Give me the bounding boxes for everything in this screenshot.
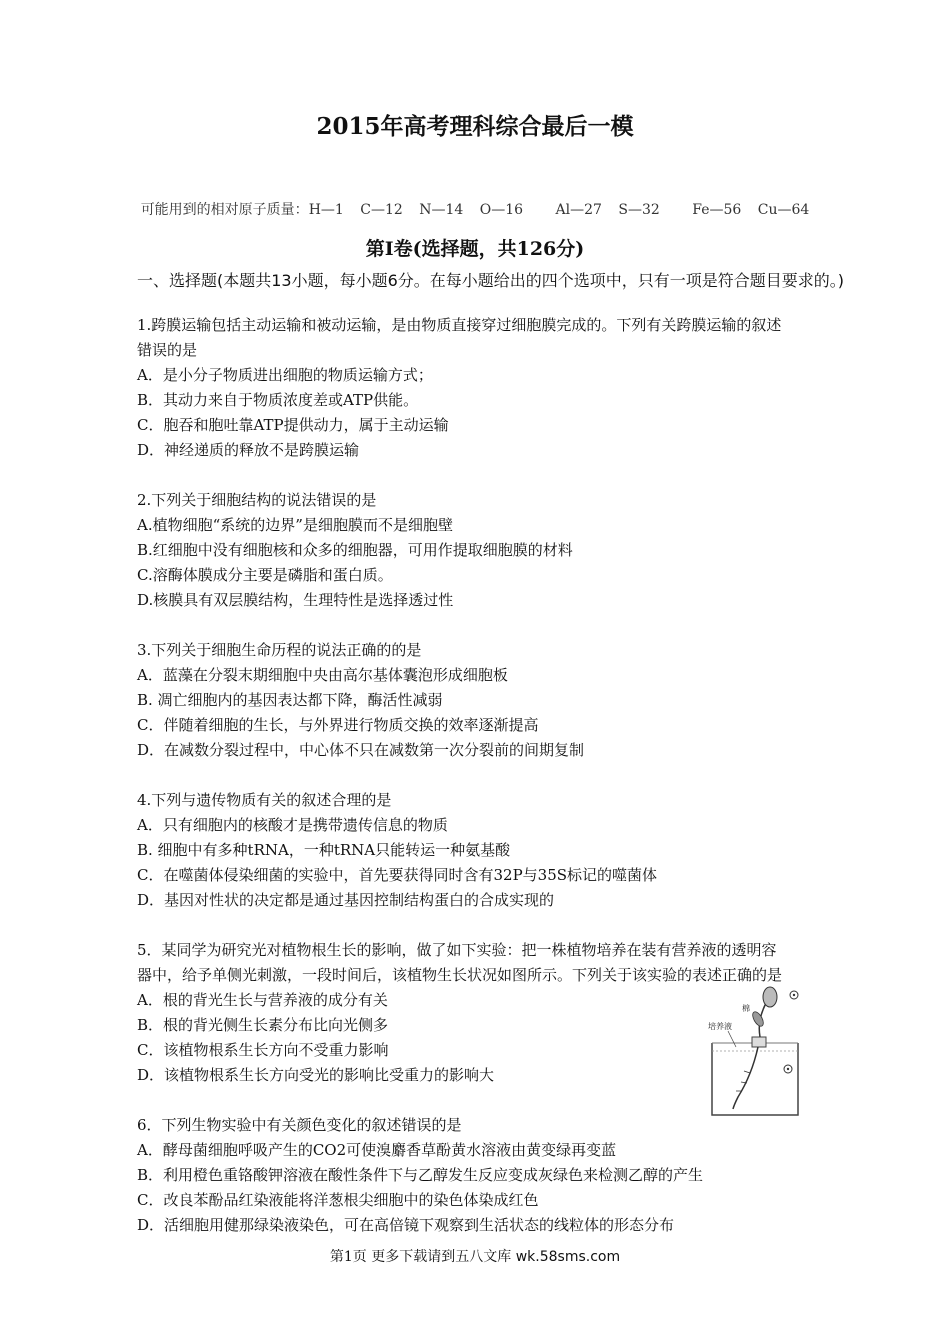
atomic-mass-label: 可能用到的相对原子质量： xyxy=(140,202,309,218)
question-4 xyxy=(137,788,862,913)
atomic-mass-item: Fe—56 xyxy=(692,202,742,218)
option-c: C.溶酶体膜成分主要是磷脂和蛋白质。 xyxy=(137,566,393,584)
option-a: A．酵母菌细胞呼吸产生的CO2可使溴麝香草酚黄水溶液由黄变绿再变蓝 xyxy=(137,1141,617,1159)
page-footer xyxy=(0,1246,950,1266)
question-stem: 4.下列与遗传物质有关的叙述合理的是 xyxy=(137,791,392,809)
atomic-mass-item: Al—27 xyxy=(555,202,602,218)
atomic-mass-item: O—16 xyxy=(479,202,524,218)
option-b: B．利用橙色重铬酸钾溶液在酸性条件下与乙醇发生反应变成灰绿色来检测乙醇的产生 xyxy=(137,1166,704,1184)
question-stem: 器中，给予单侧光刺激，一段时间后，该植物生长状况如图所示。下列关于该实验的表述正确的是 xyxy=(137,966,783,984)
option-a: A．蓝藻在分裂末期细胞中央由高尔基体囊泡形成细胞板 xyxy=(137,666,508,684)
question-2 xyxy=(137,488,862,613)
footer-page-text: 第1页 更多下载请到五八文库 xyxy=(329,1249,512,1265)
footer-site-link[interactable]: wk.58sms.com xyxy=(515,1249,621,1265)
section-instruction: 一、选择题(本题共13小题，每小题6分。在每小题给出的四个选项中，只有一项是符合题目要求的。) xyxy=(137,271,845,290)
question-stem: 3.下列关于细胞生命历程的说法正确的的是 xyxy=(137,641,422,659)
option-b: B．根的背光侧生长素分布比向光侧多 xyxy=(137,1016,389,1034)
atomic-mass-item: Cu—64 xyxy=(757,202,810,218)
option-c: C．在噬菌体侵染细菌的实验中，首先要获得同时含有32P与35S标记的噬菌体 xyxy=(137,866,658,884)
option-b: B. 细胞中有多种tRNA，一种tRNA只能转运一种氨基酸 xyxy=(137,841,511,859)
option-a: A．是小分子物质进出细胞的物质运输方式； xyxy=(137,366,433,384)
option-b: B.红细胞中没有细胞核和众多的细胞器，可用作提取细胞膜的材料 xyxy=(137,541,573,559)
question-1 xyxy=(137,313,862,463)
question-stem: 5．某同学为研究光对植物根生长的影响，做了如下实验：把一株植物培养在装有营养液的透明容 xyxy=(137,941,777,959)
option-a: A．只有细胞内的核酸才是携带遗传信息的物质 xyxy=(137,816,448,834)
question-3 xyxy=(137,638,862,763)
option-a: A．根的背光生长与营养液的成分有关 xyxy=(137,991,388,1009)
option-b: B．其动力来自于物质浓度差或ATP供能。 xyxy=(137,391,419,409)
question-stem: 6．下列生物实验中有关颜色变化的叙述错误的是 xyxy=(137,1116,462,1134)
question-stem: 错误的是 xyxy=(137,341,198,359)
option-d: D．该植物根系生长方向受光的影响比受重力的影响大 xyxy=(137,1066,495,1084)
volume-title: 第Ⅰ卷(选择题，共126分) xyxy=(365,238,585,260)
atomic-mass-item: H—1 xyxy=(308,202,344,218)
option-d: D．活细胞用健那绿染液染色，可在高倍镜下观察到生活状态的线粒体的形态分布 xyxy=(137,1216,675,1234)
option-d: D．在减数分裂过程中，中心体不只在减数第一次分裂前的间期复制 xyxy=(137,741,585,759)
option-c: C．该植物根系生长方向不受重力影响 xyxy=(137,1041,389,1059)
atomic-mass-item: N—14 xyxy=(419,202,464,218)
question-6 xyxy=(137,1113,862,1238)
option-c: C．伴随着细胞的生长，与外界进行物质交换的效率逐渐提高 xyxy=(137,716,539,734)
option-c: C．改良苯酚品红染液能将洋葱根尖细胞中的染色体染成红色 xyxy=(137,1191,539,1209)
option-b: B. 凋亡细胞内的基因表达都下降，酶活性减弱 xyxy=(137,691,443,709)
question-stem: 1.跨膜运输包括主动运输和被动运输，是由物质直接穿过细胞膜完成的。下列有关跨膜运输的叙述 xyxy=(137,316,782,334)
figure-label-cotton: 棉 xyxy=(742,1004,750,1013)
atomic-mass-line xyxy=(0,199,950,219)
option-a: A.植物细胞“系统的边界”是细胞膜而不是细胞壁 xyxy=(137,516,453,534)
option-c: C．胞吞和胞吐靠ATP提供动力，属于主动运输 xyxy=(137,416,449,434)
option-d: D．神经递质的释放不是跨膜运输 xyxy=(137,441,360,459)
atomic-mass-item: C—12 xyxy=(360,202,403,218)
question-stem: 2.下列关于细胞结构的说法错误的是 xyxy=(137,491,377,509)
page-title: 2015年高考理科综合最后一模 xyxy=(316,113,634,140)
figure-label-solution: 培养液 xyxy=(708,1022,732,1031)
atomic-mass-item: S—32 xyxy=(618,202,660,218)
plant-container-figure xyxy=(698,985,810,1120)
option-d: D.核膜具有双层膜结构，生理特性是选择透过性 xyxy=(137,591,454,609)
option-d: D．基因对性状的决定都是通过基因控制结构蛋白的合成实现的 xyxy=(137,891,555,909)
